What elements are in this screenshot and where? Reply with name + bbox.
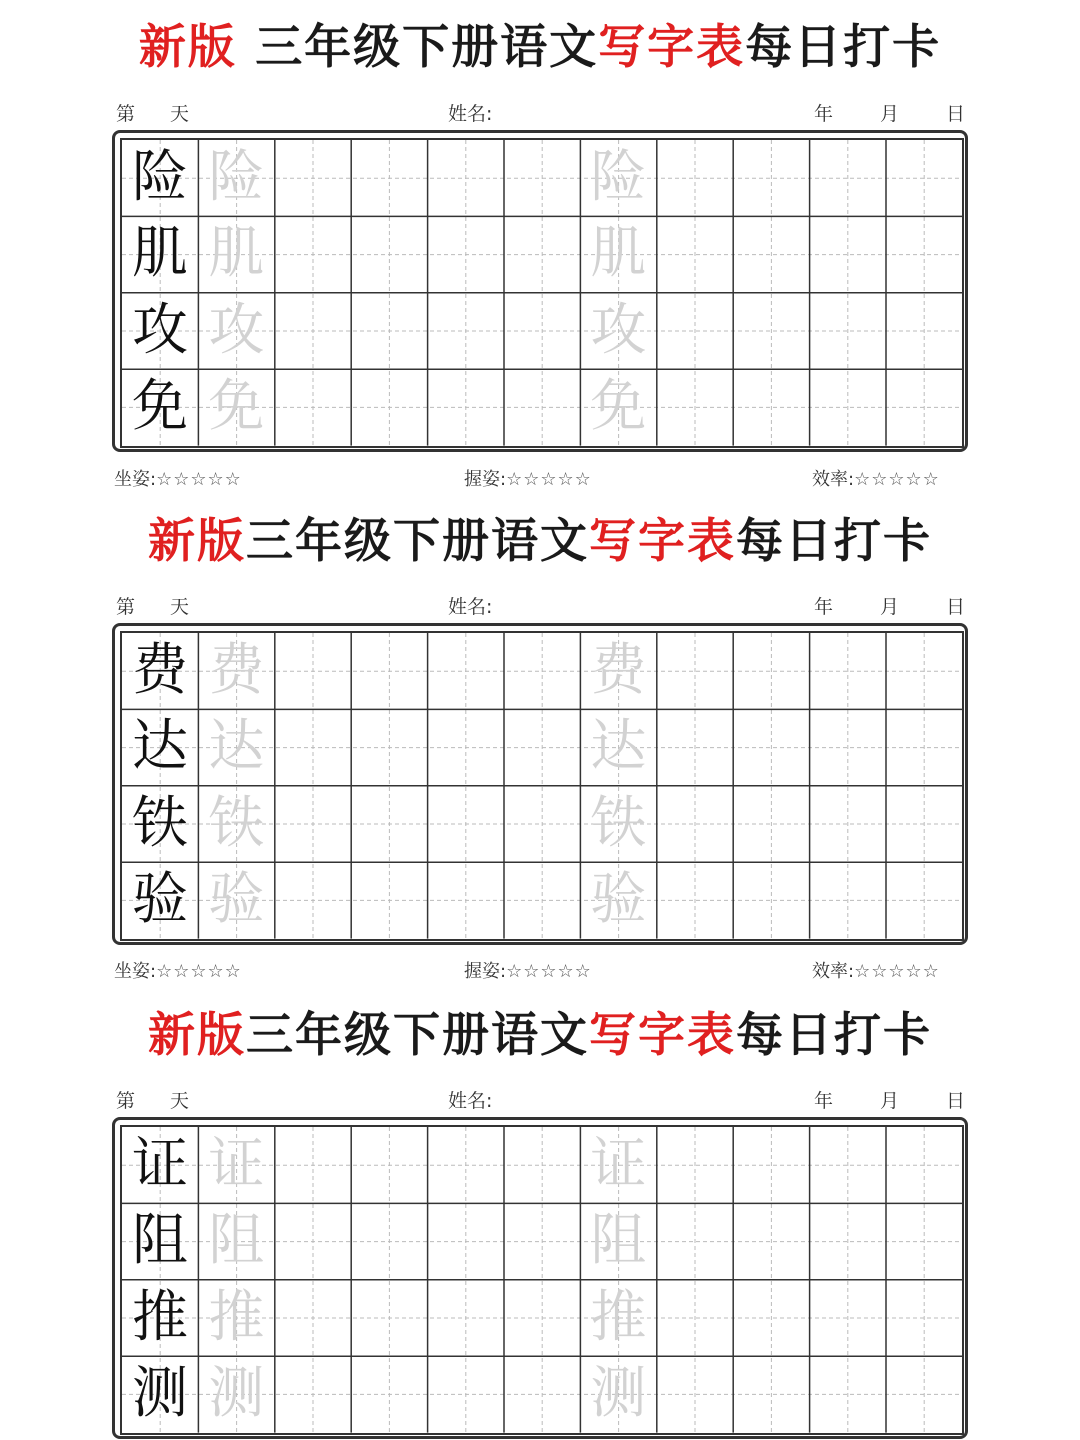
title-edition: 新版 — [148, 1008, 246, 1063]
trace-character[interactable]: 达 — [208, 714, 265, 780]
date-label: 日 — [946, 596, 966, 618]
model-character: 推 — [132, 1284, 188, 1350]
grip-rating — [464, 466, 592, 494]
rating-row — [0, 958, 1080, 986]
efficiency-rating — [812, 466, 940, 494]
month-label: 月 — [880, 103, 900, 125]
trace-character[interactable]: 推 — [590, 1284, 647, 1350]
month-label: 月 — [880, 1090, 900, 1112]
model-character: 验 — [132, 867, 188, 933]
writing-grid-frame — [112, 130, 968, 452]
trace-character[interactable]: 攻 — [208, 297, 265, 363]
title-edition: 新版 — [138, 20, 237, 75]
writing-grid[interactable] — [120, 1125, 964, 1435]
model-character: 证 — [132, 1132, 188, 1197]
trace-character[interactable]: 费 — [590, 638, 647, 703]
day-prefix: 第 — [116, 1090, 136, 1112]
title-grade: 三年级下册语文 — [246, 1008, 589, 1063]
sheet-header — [0, 100, 1080, 128]
trace-character[interactable]: 铁 — [208, 790, 265, 856]
grip-label: 握姿: — [464, 469, 507, 490]
writing-grid-frame — [112, 1117, 968, 1439]
title-edition: 新版 — [148, 514, 246, 569]
posture-stars[interactable]: ☆☆☆☆☆ — [156, 961, 242, 982]
trace-character[interactable]: 验 — [208, 867, 265, 933]
trace-character[interactable]: 验 — [590, 867, 647, 933]
grip-stars[interactable]: ☆☆☆☆☆ — [506, 961, 592, 982]
trace-character[interactable]: 阻 — [208, 1208, 265, 1274]
trace-character[interactable]: 肌 — [590, 221, 647, 287]
year-label: 年 — [814, 1090, 834, 1112]
trace-character[interactable]: 费 — [208, 638, 265, 703]
sheet-title — [0, 510, 1080, 574]
name-label: 姓名: — [448, 596, 493, 618]
efficiency-label: 效率: — [812, 469, 855, 490]
trace-character[interactable]: 攻 — [590, 297, 647, 363]
date-label: 日 — [946, 1090, 966, 1112]
trace-character[interactable]: 铁 — [590, 790, 647, 856]
sheet-header — [0, 593, 1080, 621]
trace-character[interactable]: 达 — [590, 714, 647, 780]
day-suffix: 天 — [170, 103, 190, 125]
day-suffix: 天 — [170, 1090, 190, 1112]
day-suffix: 天 — [170, 596, 190, 618]
trace-character[interactable]: 证 — [590, 1132, 647, 1197]
year-label: 年 — [814, 103, 834, 125]
writing-grid-frame — [112, 623, 968, 945]
title-writing-table: 写字表 — [589, 514, 736, 569]
title-grade: 三年级下册语文 — [255, 20, 599, 75]
title-grade: 三年级下册语文 — [246, 514, 589, 569]
efficiency-stars[interactable]: ☆☆☆☆☆ — [854, 469, 940, 490]
efficiency-stars[interactable]: ☆☆☆☆☆ — [854, 961, 940, 982]
rating-row — [0, 466, 1080, 494]
writing-grid[interactable] — [120, 138, 964, 448]
name-label: 姓名: — [448, 103, 493, 125]
name-label: 姓名: — [448, 1090, 493, 1112]
day-prefix: 第 — [116, 596, 136, 618]
title-writing-table: 写字表 — [598, 20, 746, 75]
title-daily-checkin: 每日打卡 — [745, 20, 942, 75]
trace-character[interactable]: 推 — [208, 1284, 265, 1350]
title-daily-checkin: 每日打卡 — [736, 514, 932, 569]
model-character: 肌 — [132, 221, 188, 287]
date-label: 日 — [946, 103, 966, 125]
sheet-header — [0, 1087, 1080, 1115]
posture-label: 坐姿: — [114, 469, 157, 490]
posture-stars[interactable]: ☆☆☆☆☆ — [156, 469, 242, 490]
title-writing-table: 写字表 — [589, 1008, 736, 1063]
grip-stars[interactable]: ☆☆☆☆☆ — [506, 469, 592, 490]
trace-character[interactable]: 险 — [208, 145, 265, 210]
grip-rating — [464, 958, 592, 986]
trace-character[interactable]: 测 — [208, 1361, 265, 1427]
year-label: 年 — [814, 596, 834, 618]
title-daily-checkin: 每日打卡 — [736, 1008, 932, 1063]
trace-character[interactable]: 测 — [590, 1361, 647, 1427]
month-label: 月 — [880, 596, 900, 618]
trace-character[interactable]: 阻 — [590, 1208, 647, 1274]
writing-grid[interactable] — [120, 631, 964, 941]
day-prefix: 第 — [116, 103, 136, 125]
posture-rating — [114, 958, 242, 986]
trace-character[interactable]: 免 — [590, 374, 647, 440]
trace-character[interactable]: 险 — [590, 145, 647, 210]
trace-character[interactable]: 免 — [208, 374, 265, 440]
model-character: 达 — [132, 714, 188, 780]
model-character: 免 — [132, 374, 188, 440]
posture-label: 坐姿: — [114, 961, 157, 982]
trace-character[interactable]: 证 — [208, 1132, 265, 1197]
efficiency-label: 效率: — [812, 961, 855, 982]
model-character: 阻 — [132, 1208, 188, 1274]
model-character: 攻 — [132, 297, 188, 363]
sheet-title — [0, 16, 1080, 80]
model-character: 险 — [132, 145, 188, 210]
grip-label: 握姿: — [464, 961, 507, 982]
model-character: 铁 — [132, 790, 188, 856]
sheet-title — [0, 1004, 1080, 1068]
posture-rating — [114, 466, 242, 494]
model-character: 费 — [132, 638, 188, 703]
trace-character[interactable]: 肌 — [208, 221, 265, 287]
efficiency-rating — [812, 958, 940, 986]
model-character: 测 — [132, 1361, 188, 1427]
